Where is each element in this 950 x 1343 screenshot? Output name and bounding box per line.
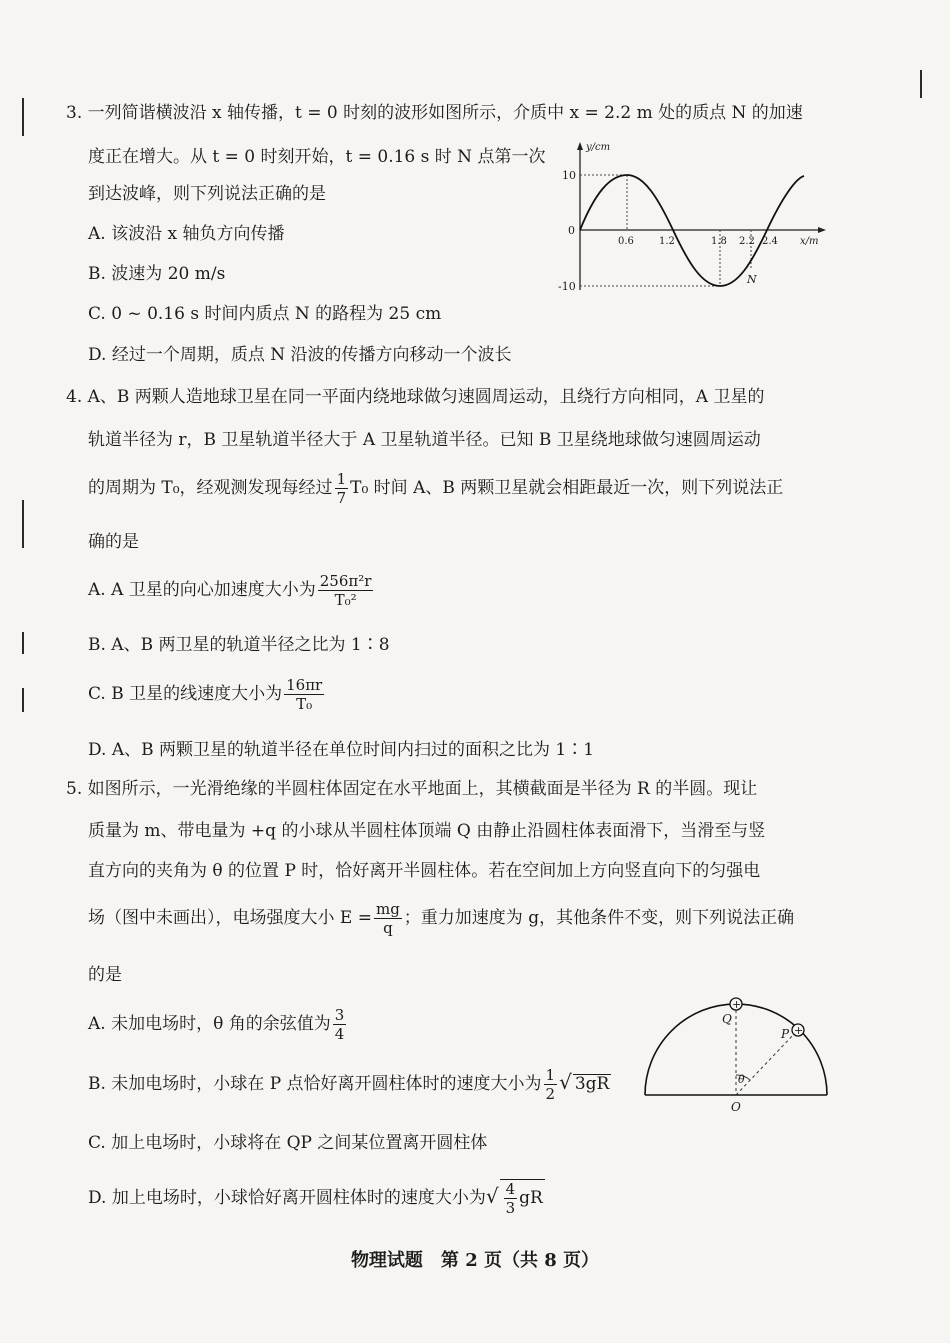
q5-option-b-fraction	[544, 1066, 558, 1103]
q4-one-seventh-fraction	[335, 470, 349, 507]
q4-stem-line-1: 4. A、B 两颗人造地球卫星在同一平面内绕地球做匀速圆周运动，且绕行方向相同，A 卫星的	[66, 387, 765, 407]
x-tick-2.4: 2.4	[762, 236, 778, 247]
q3-option-a: A. 该波沿 x 轴负方向传播	[88, 224, 285, 244]
sqrt-sign: √	[559, 1070, 572, 1094]
q5-stem-line-3: 直方向的夹角为 θ 的位置 P 时，恰好离开半圆柱体。若在空间加上方向竖直向下的匀强电	[88, 861, 761, 881]
q3-stem-line-2: 度正在增大。从 t = 0 时刻开始，t = 0.16 s 时 N 点第一次	[88, 147, 546, 167]
q5-stem-line-2: 质量为 m、带电量为 +q 的小球从半圆柱体顶端 Q 由静止沿圆柱体表面滑下，当滑至与竖	[88, 821, 766, 841]
q5-option-b	[88, 1060, 611, 1106]
y-tick-0: 0	[568, 224, 575, 237]
x-tick-1.2: 1.2	[659, 236, 675, 247]
label-p: P	[781, 1027, 790, 1041]
q4-stem-line-3-post: T₀ 时间 A、B 两颗卫星就会相距最近一次，则下列说法正	[350, 478, 784, 498]
ball-at-p-charge: +	[794, 1024, 804, 1037]
scan-margin-mark	[22, 500, 24, 548]
q3-stem-line-3: 到达波峰，则下列说法正确的是	[88, 184, 326, 204]
q5-field-strength-fraction	[374, 900, 402, 937]
scan-margin-mark	[22, 632, 24, 654]
radius-to-p	[736, 1033, 795, 1095]
q3-option-d: D. 经过一个周期，质点 N 沿波的传播方向移动一个波长	[88, 345, 512, 365]
q5-semicircle-figure	[640, 995, 830, 1120]
q5-option-a-text: A. 未加电场时，θ 角的余弦值为	[88, 1014, 331, 1034]
fraction-numerator: 3	[334, 1006, 345, 1024]
q4-option-d: D. A、B 两颗卫星的轨道半径在单位时间内扫过的面积之比为 1∶1	[88, 740, 595, 760]
q5-stem-line-1: 5. 如图所示，一光滑绝缘的半圆柱体固定在水平地面上，其横截面是半径为 R 的半圆。现让	[66, 779, 758, 799]
q5-option-d-tail: gR	[519, 1188, 543, 1208]
fraction-denominator: 2	[545, 1085, 556, 1103]
q4-option-c-text: C. B 卫星的线速度大小为	[88, 684, 283, 704]
label-q: Q	[722, 1012, 732, 1026]
q3-wave-figure	[540, 138, 830, 303]
x-tick-1.8: 1.8	[711, 236, 727, 247]
q5-option-d	[88, 1174, 545, 1220]
q5-option-b-radicand: 3gR	[574, 1074, 610, 1094]
q5-option-c: C. 加上电场时，小球将在 QP 之间某位置离开圆柱体	[88, 1133, 488, 1153]
fraction-numerator: 16πr	[286, 676, 323, 694]
x-axis-label: x/m	[800, 236, 819, 247]
q5-option-a-fraction	[333, 1006, 347, 1043]
fraction-denominator: 4	[334, 1025, 345, 1043]
y-tick-10: 10	[562, 169, 576, 182]
q4-option-b: B. A、B 两卫星的轨道半径之比为 1∶8	[88, 635, 390, 655]
q5-option-d-text: D. 加上电场时，小球恰好离开圆柱体时的速度大小为	[88, 1188, 486, 1208]
fraction-denominator: q	[383, 919, 393, 937]
q4-stem-line-2: 轨道半径为 r，B 卫星轨道半径大于 A 卫星轨道半径。已知 B 卫星绕地球做匀速圆周运动	[88, 430, 761, 450]
q3-option-c: C. 0 ~ 0.16 s 时间内质点 N 的路程为 25 cm	[88, 304, 442, 324]
q4-stem-line-3	[88, 466, 783, 510]
y-axis-label: y/cm	[586, 142, 611, 153]
q4-stem-line-3-pre: 的周期为 T₀，经观测发现每经过	[88, 478, 333, 498]
x-axis-arrow	[818, 227, 826, 233]
fraction-denominator: 7	[336, 489, 347, 507]
q5-stem-line-5: 的是	[88, 965, 122, 985]
q5-option-d-radicand	[500, 1179, 545, 1217]
ball-at-q-charge: +	[732, 998, 742, 1011]
fraction-denominator: T₀²	[334, 591, 357, 609]
fraction-numerator: 256π²r	[319, 572, 372, 590]
x-tick-2.2: 2.2	[739, 236, 755, 247]
q3-option-b: B. 波速为 20 m/s	[88, 264, 226, 284]
q5-stem-line-4	[88, 896, 794, 940]
q5-option-a	[88, 1002, 348, 1046]
label-o: O	[731, 1100, 741, 1114]
x-tick-0.6: 0.6	[618, 236, 634, 247]
scan-margin-mark	[22, 98, 24, 136]
sqrt-sign: √	[485, 1184, 499, 1208]
fraction-numerator: 1	[336, 470, 347, 488]
y-axis-arrow	[577, 142, 583, 150]
q4-option-c-fraction	[284, 676, 324, 713]
q5-stem-line-4-post: ；重力加速度为 g，其他条件不变，则下列说法正确	[403, 908, 795, 928]
y-tick-neg10: -10	[558, 280, 576, 293]
q4-option-c	[88, 672, 326, 716]
q3-stem-line-1: 3. 一列简谐横波沿 x 轴传播，t = 0 时刻的波形如图所示，介质中 x = 2.2 m 处的质点 N 的加速	[66, 103, 803, 123]
q4-option-a	[88, 568, 375, 612]
q5-option-b-text: B. 未加电场时，小球在 P 点恰好离开圆柱体时的速度大小为	[88, 1074, 542, 1094]
scan-margin-mark	[920, 70, 922, 98]
fraction-numerator: 1	[545, 1066, 556, 1084]
fraction-numerator: mg	[375, 900, 400, 918]
q5-option-d-fraction	[504, 1180, 518, 1217]
q4-stem-line-4: 确的是	[88, 532, 139, 552]
q4-option-a-text: A. A 卫星的向心加速度大小为	[88, 580, 316, 600]
point-n-label: N	[747, 273, 757, 286]
page-footer: 物理试题 第 2 页（共 8 页）	[350, 1250, 600, 1271]
q5-stem-line-4-pre: 场（图中未画出），电场强度大小 E =	[88, 908, 372, 928]
q4-option-a-fraction	[318, 572, 374, 609]
scan-margin-mark	[22, 688, 24, 712]
fraction-numerator: 4	[505, 1180, 516, 1198]
fraction-denominator: T₀	[296, 695, 313, 713]
theta-label: θ	[738, 1073, 745, 1086]
fraction-denominator: 3	[505, 1199, 516, 1217]
